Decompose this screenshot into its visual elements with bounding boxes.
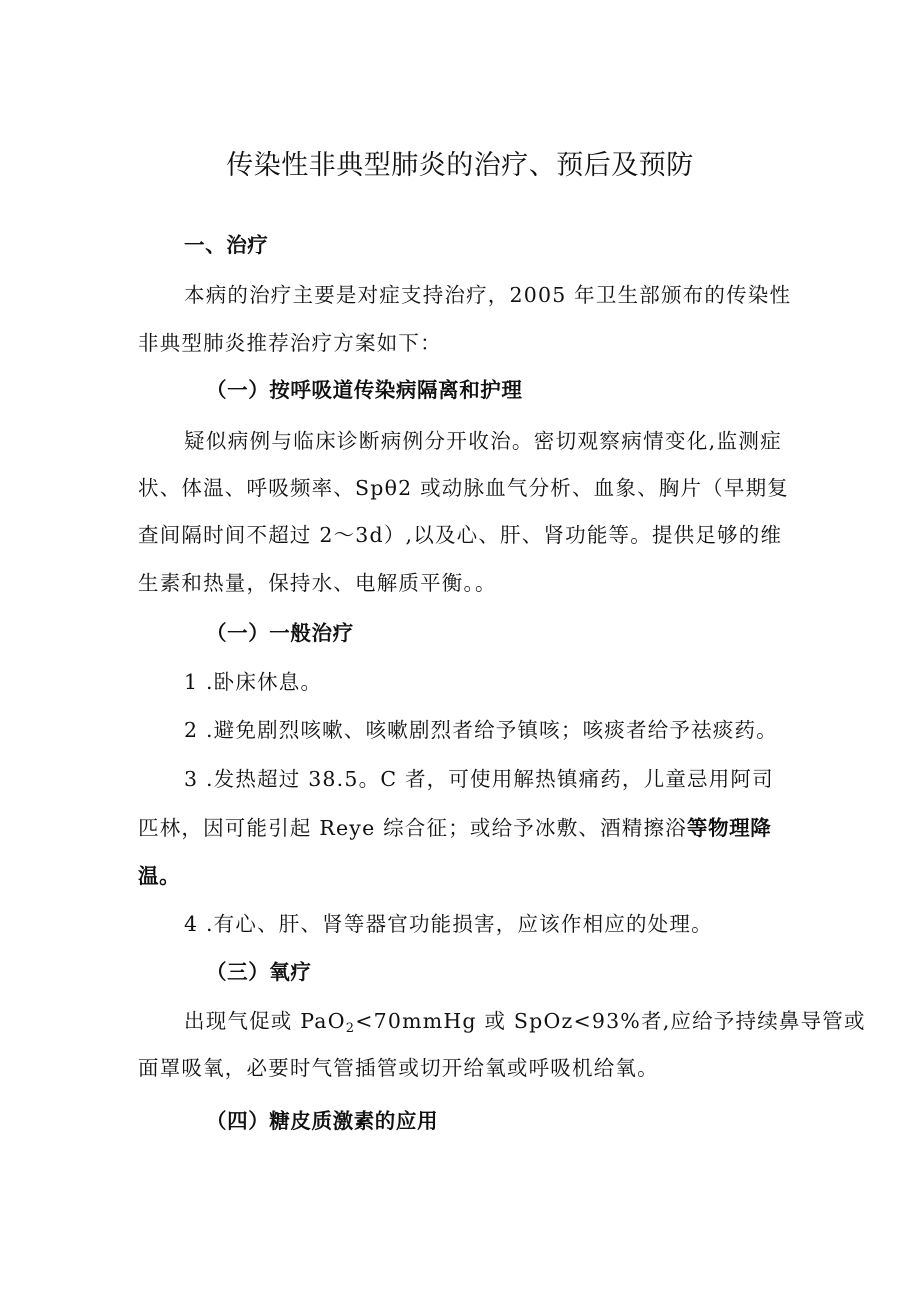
subheading-isolation-nursing: （一）按呼吸道传染病隔离和护理 bbox=[206, 378, 523, 402]
oxygen-paragraph-line-1 bbox=[184, 1006, 866, 1036]
list-item-3-line-2 bbox=[138, 813, 771, 843]
list-item-3-line-3: 温。 bbox=[138, 864, 181, 888]
subheading-glucocorticoid: （四）糖皮质激素的应用 bbox=[206, 1109, 439, 1133]
section-heading-treatment: 一、治疗 bbox=[184, 233, 269, 257]
isolation-paragraph-line-4: 生素和热量，保持水、电解质平衡。。 bbox=[138, 571, 497, 595]
list-item-3-line-1: 3 .发热超过 38.5。C 者，可使用解热镇痛药，儿童忌用阿司 bbox=[184, 767, 774, 791]
list-item-3-line-2-text: 匹林，因可能引起 Reye 综合征；或给予冰敷、酒精擦浴 bbox=[138, 816, 687, 840]
subheading-oxygen-therapy: （三）氧疗 bbox=[206, 960, 312, 984]
list-item-2: 2 .避免剧烈咳嗽、咳嗽剧烈者给予镇咳；咳痰者给予祛痰药。 bbox=[184, 718, 778, 742]
oxygen-text-part-1: 出现气促或 PaO bbox=[184, 1009, 346, 1033]
isolation-paragraph-line-1: 疑似病例与临床诊断病例分开收治。密切观察病情变化,监测症 bbox=[184, 429, 782, 453]
subheading-general-treatment: （一）一般治疗 bbox=[206, 621, 354, 645]
intro-paragraph-line-1: 本病的治疗主要是对症支持治疗，2005 年卫生部颁布的传染性 bbox=[184, 283, 792, 307]
isolation-paragraph-line-2: 状、体温、呼吸频率、Spθ2 或动脉血气分析、血象、胸片（早期复 bbox=[138, 476, 789, 500]
document-title: 传染性非典型肺炎的治疗、预后及预防 bbox=[226, 150, 694, 181]
list-item-1: 1 .卧床休息。 bbox=[184, 670, 323, 694]
isolation-paragraph-line-3: 查间隔时间不超过 2～3d）,以及心、肝、肾功能等。提供足够的维 bbox=[138, 523, 783, 547]
oxygen-paragraph-line-2: 面罩吸氧，必要时气管插管或切开给氧或呼吸机给氧。 bbox=[138, 1056, 659, 1080]
list-item-4: 4 .有心、肝、肾等器官功能损害，应该作相应的处理。 bbox=[184, 912, 713, 936]
oxygen-subscript: 2 bbox=[345, 1021, 356, 1036]
oxygen-text-part-2: <70mmHg 或 SpOz<93%者,应给予持续鼻导管或 bbox=[355, 1009, 866, 1033]
intro-paragraph-line-2: 非典型肺炎推荐治疗方案如下： bbox=[138, 331, 442, 355]
list-item-3-bold-text: 等物理降 bbox=[686, 816, 772, 840]
